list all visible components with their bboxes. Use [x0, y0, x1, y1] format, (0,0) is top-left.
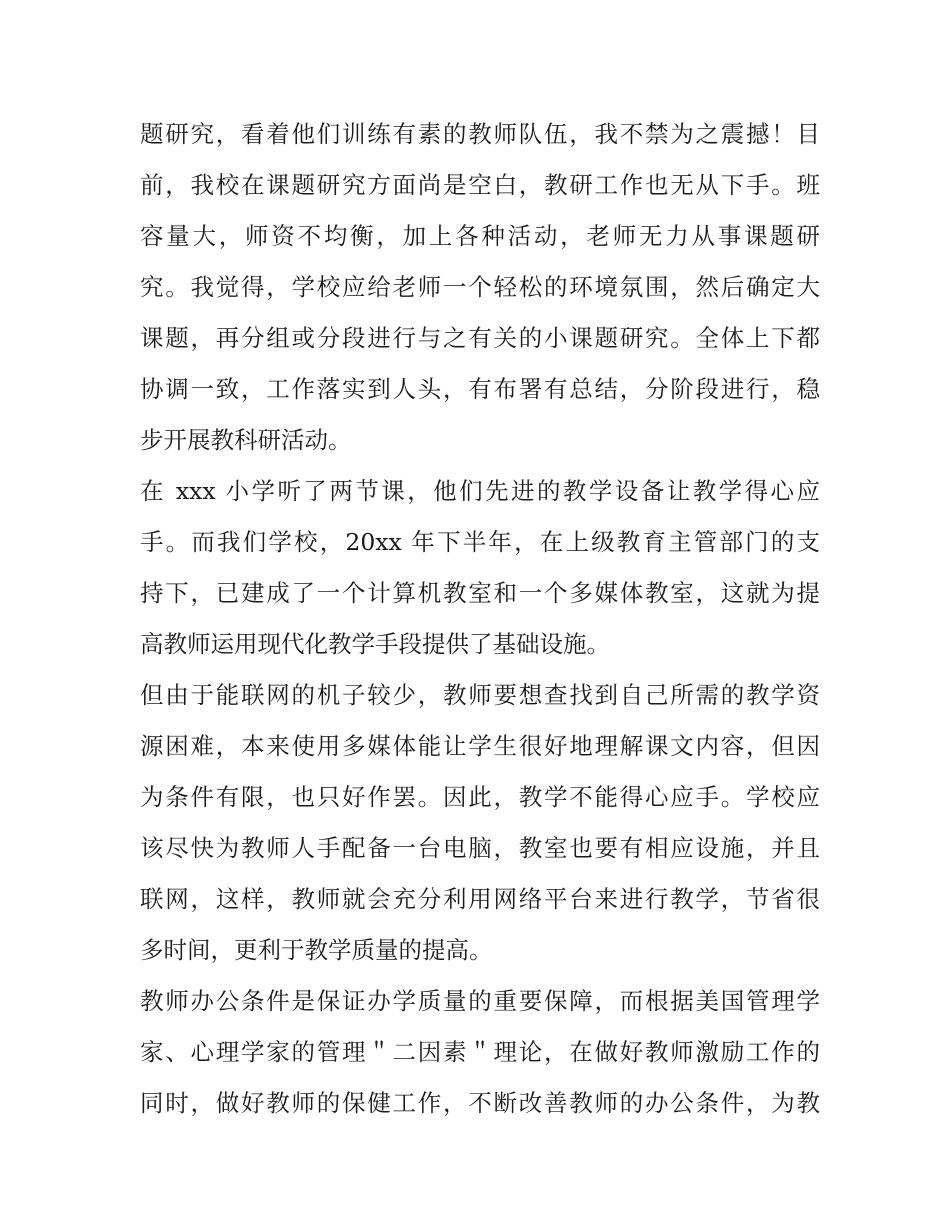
text-line: 手。而我们学校，20xx 年下半年，在上级教育主管部门的支	[140, 528, 820, 556]
text-line: 教师办公条件是保证办学质量的重要保障，而根据美国管理学	[140, 987, 820, 1015]
paragraph-2	[140, 466, 820, 670]
text-line: 前，我校在课题研究方面尚是空白，教研工作也无从下手。班	[140, 171, 820, 199]
text-line: 联网，这样，教师就会充分利用网络平台来进行教学，节省很	[140, 885, 820, 913]
text-line: 步开展教科研活动。	[140, 426, 352, 454]
text-line: 协调一致，工作落实到人头，有布署有总结，分阶段进行，稳	[140, 375, 820, 403]
text-line: 为条件有限，也只好作罢。因此，教学不能得心应手。学校应	[140, 783, 820, 811]
text-line: 该尽快为教师人手配备一台电脑，教室也要有相应设施，并且	[140, 834, 820, 862]
paragraph-3	[140, 670, 820, 976]
text-line: 课题，再分组或分段进行与之有关的小课题研究。全体上下都	[140, 324, 820, 352]
text-line: 家、心理学家的管理＂二因素＂理论，在做好教师激励工作的	[140, 1038, 820, 1066]
text-line: 究。我觉得，学校应给老师一个轻松的环境氛围，然后确定大	[140, 273, 820, 301]
text-line: 多时间，更利于教学质量的提高。	[140, 936, 493, 964]
paragraph-4	[140, 976, 820, 1129]
text-line: 题研究，看着他们训练有素的教师队伍，我不禁为之震撼！目	[140, 120, 820, 148]
text-line: 但由于能联网的机子较少，教师要想查找到自己所需的教学资	[140, 681, 820, 709]
text-line: 容量大，师资不均衡，加上各种活动，老师无力从事课题研	[140, 222, 820, 250]
text-line: 高教师运用现代化教学手段提供了基础设施。	[140, 630, 610, 658]
text-line: 同时，做好教师的保健工作，不断改善教师的办公条件，为教	[140, 1089, 820, 1117]
paragraph-1	[140, 109, 820, 466]
text-line: 持下，已建成了一个计算机教室和一个多媒体教室，这就为提	[140, 579, 820, 607]
document-body	[140, 109, 820, 1129]
text-line: 源困难，本来使用多媒体能让学生很好地理解课文内容，但因	[140, 732, 820, 760]
text-line: 在 xxx 小学听了两节课，他们先进的教学设备让教学得心应	[140, 477, 820, 505]
